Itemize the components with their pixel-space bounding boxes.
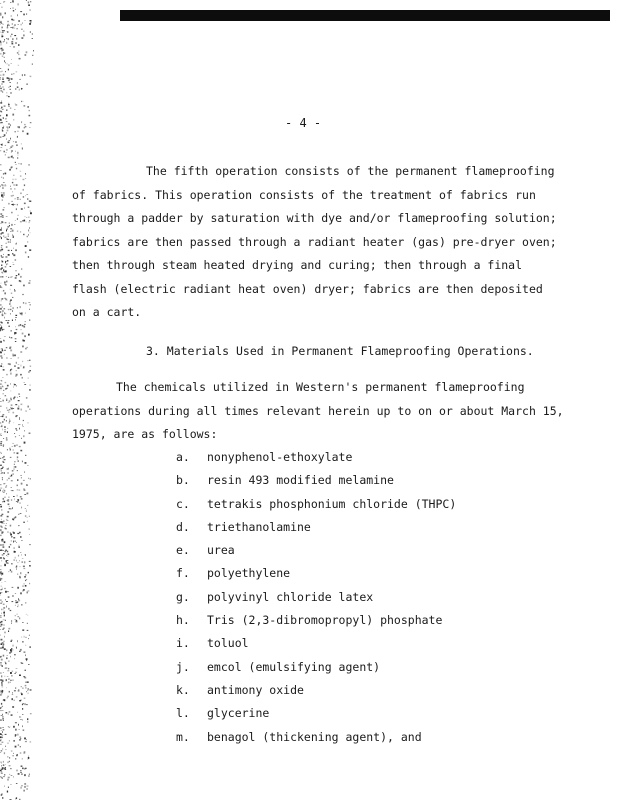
item-text: nonyphenol-ethoxylate — [207, 450, 353, 464]
item-text: urea — [207, 543, 235, 558]
page-number: - 4 - — [285, 116, 322, 130]
item-text: tetrakis phosphonium chloride (THPC) — [207, 496, 457, 511]
paragraph-operation-five — [72, 160, 557, 325]
text-line: 1975, are as follows: — [72, 427, 218, 441]
item-letter: l. — [176, 706, 190, 721]
item-letter: e. — [176, 543, 190, 558]
text-line: then through steam heated drying and curing; then through a final — [72, 258, 523, 272]
list-item — [176, 683, 456, 706]
item-text: benagol (thickening agent), and — [207, 729, 422, 744]
list-item — [176, 450, 456, 473]
item-text: emcol (emulsifying agent) — [207, 659, 381, 674]
item-text: polyvinyl chloride latex — [207, 589, 374, 604]
text-line: flash (electric radiant heat oven) dryer; fabrics are then deposited — [72, 281, 543, 296]
item-letter: c. — [176, 496, 190, 511]
item-text: polyethylene — [207, 566, 291, 581]
item-letter: i. — [176, 636, 190, 651]
item-letter: h. — [176, 613, 190, 628]
item-text: resin 493 modified melamine — [207, 473, 394, 488]
chemicals-list — [176, 450, 456, 753]
item-letter: g. — [176, 589, 190, 604]
list-item — [176, 706, 456, 729]
text-line: fabrics are then passed through a radiant heater (gas) pre-dryer oven; — [72, 234, 557, 249]
text-line: operations during all times relevant herein up to on or about March 15, — [72, 403, 564, 418]
item-text: triethanolamine — [207, 519, 311, 534]
list-item — [176, 590, 456, 613]
section-heading: 3. Materials Used in Permanent Flameproofing Operations. — [146, 344, 534, 358]
item-text: glycerine — [207, 706, 270, 721]
item-letter: a. — [176, 450, 190, 464]
text-line: through a padder by saturation with dye and/or flameproofing solution; — [72, 211, 557, 225]
list-item — [176, 497, 456, 520]
scan-top-border — [120, 10, 610, 21]
text-line: of fabrics. This operation consists of the treatment of fabrics run — [72, 187, 536, 202]
text-line: The fifth operation consists of the permanent flameproofing — [146, 164, 555, 178]
text-line: on a cart. — [72, 305, 142, 319]
item-letter: k. — [176, 682, 190, 697]
list-item — [176, 636, 456, 659]
item-text: toluol — [207, 636, 249, 651]
list-item — [176, 660, 456, 683]
scan-edge-noise — [0, 0, 34, 800]
item-letter: d. — [176, 519, 190, 534]
list-item — [176, 520, 456, 543]
list-item — [176, 613, 456, 636]
paragraph-chemicals-intro — [72, 376, 564, 447]
item-letter: j. — [176, 659, 190, 674]
item-text: Tris (2,3-dibromopropyl) phosphate — [207, 613, 443, 628]
list-item — [176, 566, 456, 589]
list-item — [176, 473, 456, 496]
text-line: The chemicals utilized in Western's permanent flameproofing — [116, 380, 525, 394]
item-letter: m. — [176, 729, 190, 744]
list-item — [176, 543, 456, 566]
item-letter: f. — [176, 566, 190, 581]
item-text: antimony oxide — [207, 682, 304, 697]
list-item — [176, 730, 456, 753]
item-letter: b. — [176, 473, 190, 488]
